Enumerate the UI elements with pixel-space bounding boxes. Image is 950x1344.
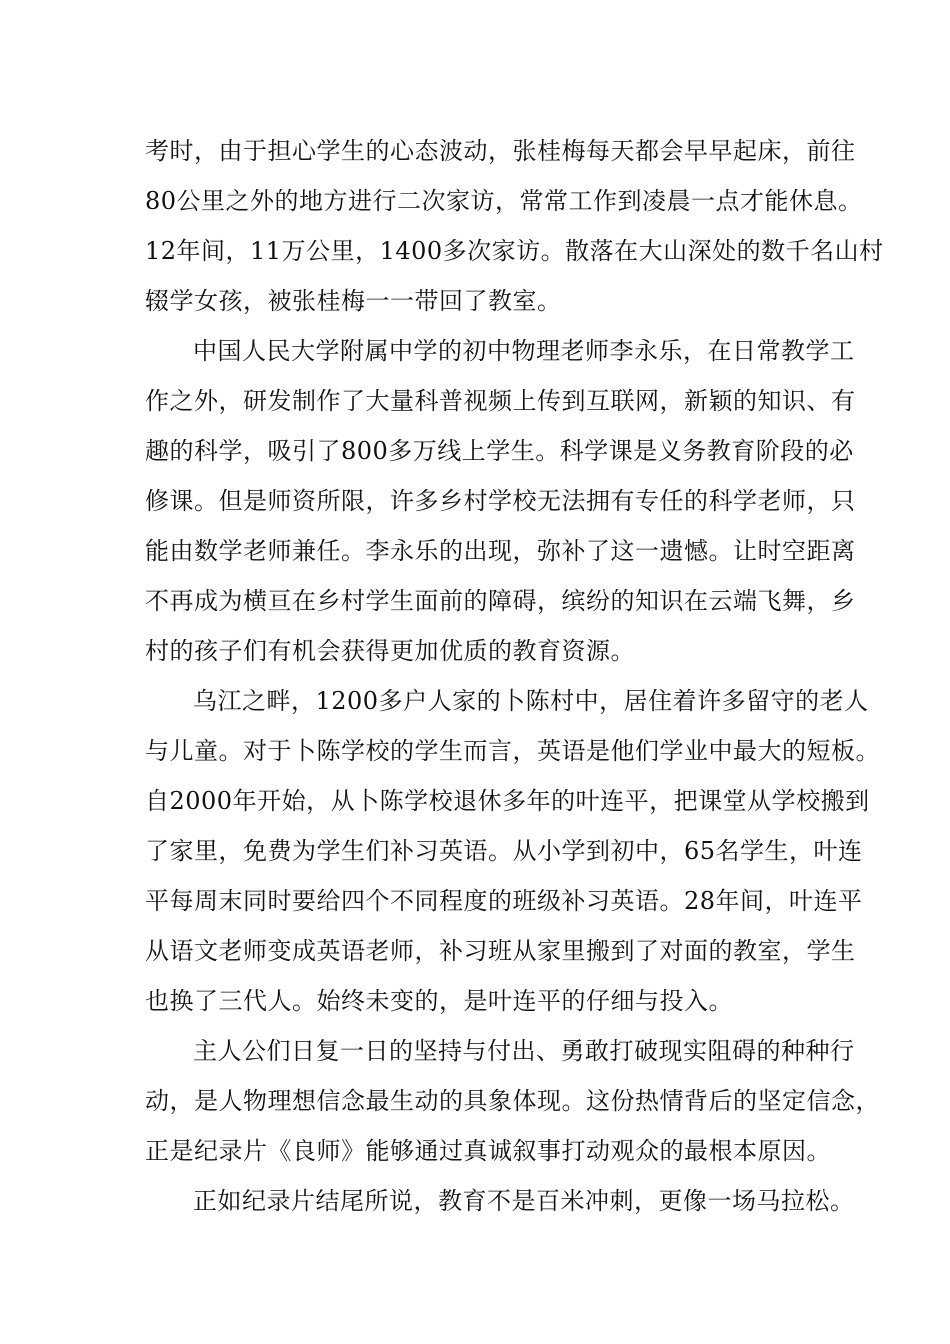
text-line: 与儿童。对于卜陈学校的学生而言，英语是他们学业中最大的短板。 (145, 737, 880, 765)
text-line: 平每周末同时要给四个不同程度的班级补习英语。28年间，叶连平 (145, 887, 863, 915)
text-line: 12年间，11万公里，1400多次家访。散落在大山深处的数千名山村 (145, 237, 884, 265)
text-line: 从语文老师变成英语老师，补习班从家里搬到了对面的教室，学生 (145, 937, 856, 965)
document-body (145, 126, 884, 1226)
text-line: 乌江之畔，1200多户人家的卜陈村中，居住着许多留守的老人 (193, 687, 869, 715)
text-line: 能由数学老师兼任。李永乐的出现，弥补了这一遗憾。让时空距离 (145, 537, 856, 565)
text-line: 正如纪录片结尾所说，教育不是百米冲刺，更像一场马拉松。 (193, 1187, 855, 1215)
text-line: 修课。但是师资所限，许多乡村学校无法拥有专任的科学老师，只 (145, 487, 856, 515)
paragraph-5 (145, 1176, 855, 1226)
text-line: 不再成为横亘在乡村学生面前的障碍，缤纷的知识在云端飞舞，乡 (145, 587, 856, 615)
text-line: 正是纪录片《良师》能够通过真诚叙事打动观众的最根本原因。 (145, 1137, 831, 1165)
text-line: 主人公们日复一日的坚持与付出、勇敢打破现实阻碍的种种行 (193, 1037, 855, 1065)
text-line: 了家里，免费为学生们补习英语。从小学到初中，65名学生，叶连 (145, 837, 863, 865)
text-line: 辍学女孩，被张桂梅一一带回了教室。 (145, 287, 562, 315)
text-line: 动，是人物理想信念最生动的具象体现。这份热情背后的坚定信念， (145, 1087, 880, 1115)
text-line: 考时，由于担心学生的心态波动，张桂梅每天都会早早起床，前往 (145, 137, 856, 165)
paragraph-4 (145, 1026, 880, 1176)
text-line: 也换了三代人。始终未变的，是叶连平的仔细与投入。 (145, 987, 733, 1015)
text-line: 80公里之外的地方进行二次家访，常常工作到凌晨一点才能休息。 (145, 187, 863, 215)
text-line: 村的孩子们有机会获得更加优质的教育资源。 (145, 637, 635, 665)
text-line: 趣的科学，吸引了800多万线上学生。科学课是义务教育阶段的必 (145, 437, 854, 465)
paragraph-2 (145, 326, 856, 676)
paragraph-1 (145, 126, 884, 326)
paragraph-3 (145, 676, 880, 1026)
text-line: 作之外，研发制作了大量科普视频上传到互联网，新颖的知识、有 (145, 387, 856, 415)
text-line: 中国人民大学附属中学的初中物理老师李永乐，在日常教学工 (193, 337, 855, 365)
text-line: 自2000年开始，从卜陈学校退休多年的叶连平，把课堂从学校搬到 (145, 787, 870, 815)
